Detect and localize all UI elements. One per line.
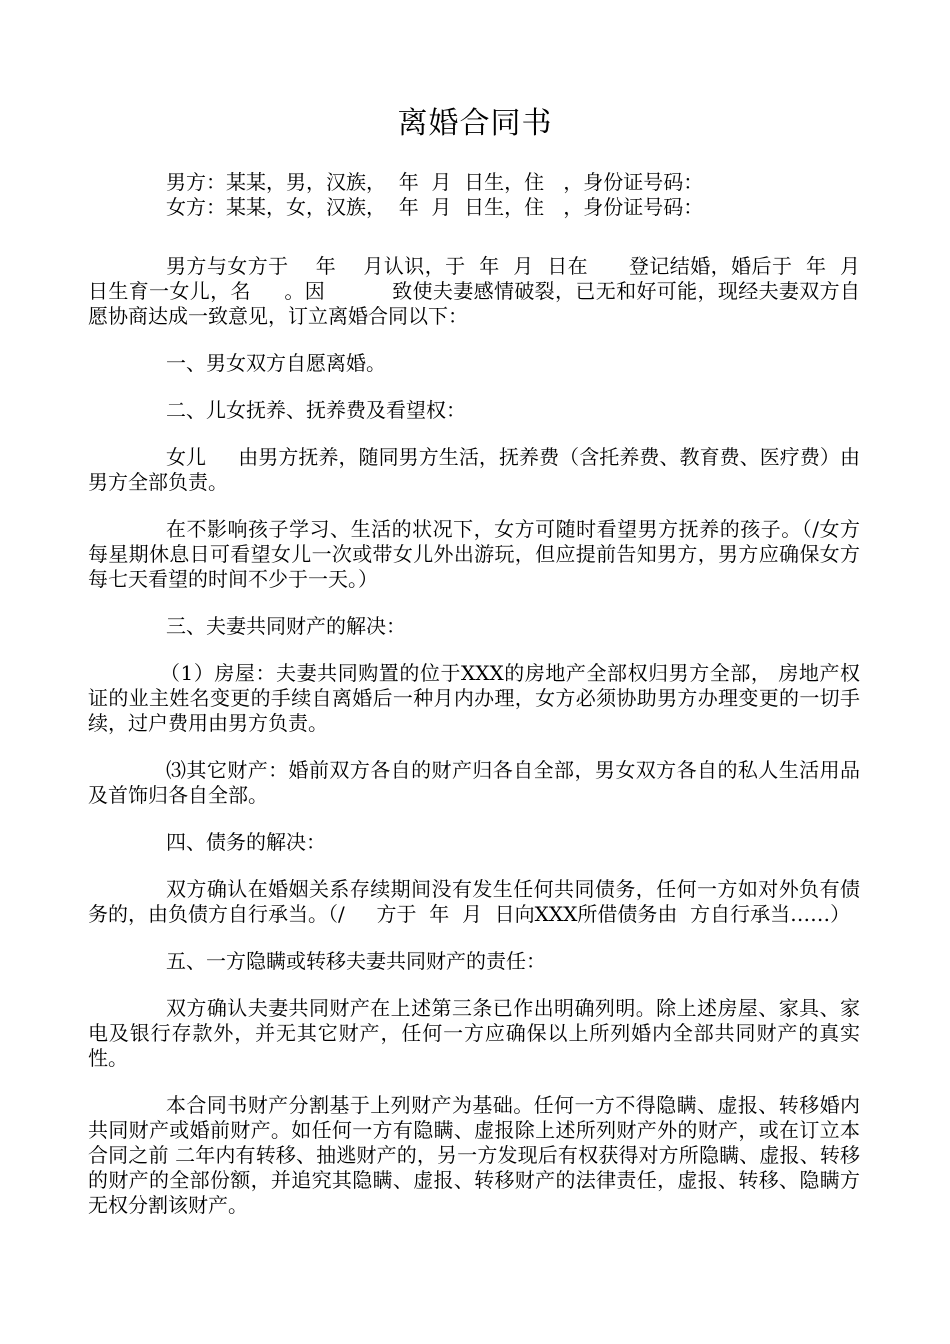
intro-paragraph: 男方与女方于 年 月认识，于 年 月 日在 登记结婚，婚后于 年 月 日生育一女儿，名 。因 致使夫妻感情破裂，已无和好可能，现经夫妻双方自愿协商达成一致意见，订立离婚合同以下： xyxy=(88,254,873,328)
section-4-paragraph-1: 双方确认在婚姻关系存续期间没有发生任何共同债务，任何一方如对外负有债务的，由负债方自行承当。（/ 方于 年 月 日向XXX所借债务由 方自行承当……） xyxy=(88,877,860,926)
spacer xyxy=(88,1071,860,1093)
section-3-paragraph-2: ⑶其它财产：婚前双方各自的财产归各自全部，男女双方各自的私人生活用品及首饰归各自全部。 xyxy=(88,758,860,807)
spacer xyxy=(88,592,860,614)
section-5-paragraph-1: 双方确认夫妻共同财产在上述第三条已作出明确列明。除上述房屋、家具、家电及银行存款外，并无其它财产，任何一方应确保以上所列婚内全部共同财产的真实性。 xyxy=(88,996,860,1070)
spacer xyxy=(88,220,860,254)
spacer xyxy=(88,927,860,949)
spacer xyxy=(88,736,860,758)
section-3-paragraph-1: （1）房屋：夫妻共同购置的位于XXX的房地产全部权归男方全部， 房地产权证的业主姓名变更的手续自离婚后一种月内办理，女方必须协助男方办理变更的一切手续，过户费用由男方负责。 xyxy=(88,661,860,735)
section-4-heading: 四、债务的解决： xyxy=(166,830,326,854)
section-3-heading: 三、夫妻共同财产的解决： xyxy=(166,614,406,638)
document-title: 离婚合同书 xyxy=(397,106,553,141)
spacer xyxy=(88,423,860,445)
section-1-heading: 一、男女双方自愿离婚。 xyxy=(166,351,386,375)
spacer xyxy=(88,808,860,830)
spacer xyxy=(88,376,860,398)
section-2-paragraph-2: 在不影响孩子学习、生活的状况下，女方可随时看望男方抚养的孩子。（/女方每星期休息日可看望女儿一次或带女儿外出游玩，但应提前告知男方，男方应确保女方每七天看望的时间不少于一天。） xyxy=(88,517,860,591)
spacer xyxy=(88,639,860,661)
section-2-paragraph-1: 女儿 由男方抚养，随同男方生活，抚养费（含托养费、教育费、医疗费）由男方全部负责。 xyxy=(88,445,860,494)
spacer xyxy=(88,974,860,996)
section-2-heading: 二、儿女抚养、抚养费及看望权： xyxy=(166,398,466,422)
female-party-line: 女方：某某，女，汉族， 年 月 日生，住 ，身份证号码： xyxy=(166,195,704,219)
spacer xyxy=(88,329,860,351)
document-body xyxy=(88,170,873,1218)
male-party-line: 男方：某某，男，汉族， 年 月 日生，住 ，身份证号码： xyxy=(166,170,704,194)
spacer xyxy=(88,855,860,877)
section-5-heading: 五、一方隐瞒或转移夫妻共同财产的责任： xyxy=(166,949,546,973)
section-5-paragraph-2: 本合同书财产分割基于上列财产为基础。任何一方不得隐瞒、虚报、转移婚内共同财产或婚前财产。如任何一方有隐瞒、虚报除上述所列财产外的财产，或在订立本合同之前 二年内有转移、抽逃财产的，另一方发现后有权获得对方所隐瞒、虚报、转移的财产的全部份额，并追究其隐瞒、虚报、转移财产的法律责任，虚报、转移、隐瞒方无权分割该财产。 xyxy=(88,1093,860,1217)
spacer xyxy=(88,495,860,517)
